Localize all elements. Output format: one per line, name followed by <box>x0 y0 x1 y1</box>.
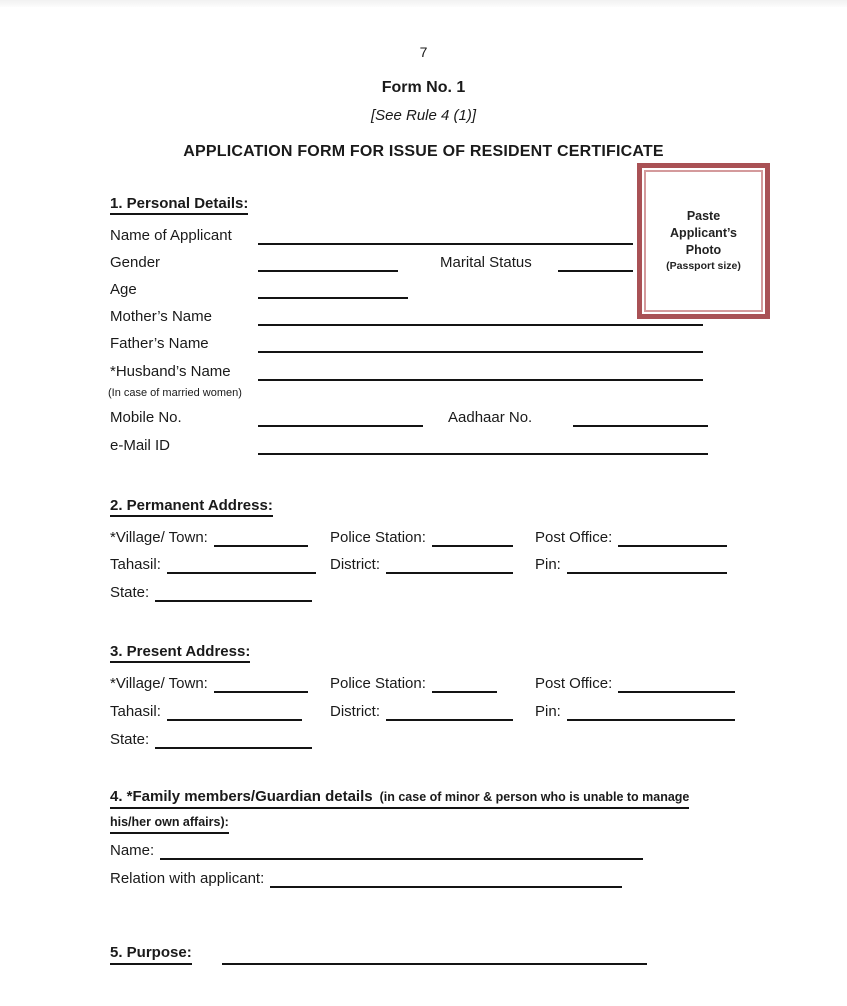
applicant-name-line[interactable] <box>258 227 633 245</box>
row-perm-3 <box>110 582 312 602</box>
row-age <box>110 279 408 299</box>
purpose-line[interactable] <box>222 947 647 965</box>
pres-tahasil-line[interactable] <box>167 703 302 721</box>
photo-paste-box <box>637 163 770 319</box>
row-perm-2 <box>110 554 747 574</box>
perm-pin-label: Pin: <box>535 556 561 573</box>
row-pres-3 <box>110 729 312 749</box>
gender-label: Gender <box>110 254 161 271</box>
email-line[interactable] <box>258 437 708 455</box>
row-mother-name <box>110 306 703 326</box>
rule-reference: [See Rule 4 (1)] <box>370 107 477 124</box>
perm-tahasil-line[interactable] <box>167 556 316 574</box>
page-top-edge <box>0 0 847 7</box>
pres-district-label: District: <box>330 703 380 720</box>
pres-police-label: Police Station: <box>330 675 426 692</box>
photo-box-line2: Applicant’s <box>670 226 737 240</box>
mobile-label: Mobile No. <box>110 409 182 426</box>
perm-pin-line[interactable] <box>567 556 727 574</box>
row-email <box>110 435 708 455</box>
perm-tahasil-label: Tahasil: <box>110 556 161 573</box>
mobile-line[interactable] <box>258 409 423 427</box>
family-heading-note2: his/her own affairs): <box>110 815 229 829</box>
aadhaar-label: Aadhaar No. <box>448 409 533 426</box>
email-label: e-Mail ID <box>110 437 171 454</box>
row-father-name <box>110 333 703 353</box>
marital-status-label: Marital Status <box>440 254 532 271</box>
pres-village-label: *Village/ Town: <box>110 675 208 692</box>
mother-name-label: Mother’s Name <box>110 308 212 325</box>
husband-name-label: *Husband’s Name <box>110 363 231 380</box>
page-number: 7 <box>419 44 428 60</box>
row-pres-2 <box>110 701 755 721</box>
photo-box-line3: Photo <box>685 243 722 257</box>
pres-state-line[interactable] <box>155 731 312 749</box>
form-number-heading: Form No. 1 <box>381 79 466 96</box>
perm-state-label: State: <box>110 584 150 601</box>
gender-line[interactable] <box>258 254 398 272</box>
aadhaar-line[interactable] <box>573 409 708 427</box>
father-name-label: Father’s Name <box>110 335 209 352</box>
pres-police-line[interactable] <box>432 675 497 693</box>
father-name-line[interactable] <box>258 335 703 353</box>
pres-tahasil-label: Tahasil: <box>110 703 161 720</box>
row-pres-1 <box>110 673 755 693</box>
section-family-heading-line2 <box>110 813 229 834</box>
marital-status-line[interactable] <box>558 254 633 272</box>
family-relation-line[interactable] <box>270 870 622 888</box>
row-perm-1 <box>110 527 747 547</box>
perm-village-label: *Village/ Town: <box>110 529 208 546</box>
husband-name-line[interactable] <box>258 363 703 381</box>
mother-name-line[interactable] <box>258 308 703 326</box>
row-husband-name <box>110 361 703 381</box>
row-family-name <box>110 840 643 860</box>
pres-pin-line[interactable] <box>567 703 735 721</box>
perm-district-label: District: <box>330 556 380 573</box>
perm-police-label: Police Station: <box>330 529 426 546</box>
row-family-relation <box>110 868 622 888</box>
perm-state-line[interactable] <box>155 584 312 602</box>
section-family-heading-line1 <box>110 788 689 809</box>
family-name-label: Name: <box>110 842 155 859</box>
family-heading-main: 4. *Family members/Guardian details <box>110 788 373 805</box>
family-heading-note: (in case of minor & person who is unable to manage <box>379 790 690 804</box>
row-purpose <box>110 945 647 965</box>
pres-district-line[interactable] <box>386 703 513 721</box>
pres-post-line[interactable] <box>618 675 735 693</box>
row-gender-marital <box>110 252 633 272</box>
photo-paste-box-inner <box>644 170 763 312</box>
section-present-heading: 3. Present Address: <box>110 643 250 663</box>
photo-box-line1: Paste <box>686 209 721 223</box>
husband-name-note: (In case of married women) <box>108 387 242 399</box>
row-mobile-aadhaar <box>110 407 708 427</box>
row-applicant-name <box>110 225 633 245</box>
section-permanent-heading: 2. Permanent Address: <box>110 497 273 517</box>
pres-pin-label: Pin: <box>535 703 561 720</box>
perm-district-line[interactable] <box>386 556 513 574</box>
family-relation-label: Relation with applicant: <box>110 870 265 887</box>
photo-box-line4: (Passport size) <box>666 260 741 272</box>
family-name-line[interactable] <box>160 842 643 860</box>
perm-post-label: Post Office: <box>535 529 613 546</box>
perm-police-line[interactable] <box>432 529 513 547</box>
pres-post-label: Post Office: <box>535 675 613 692</box>
perm-post-line[interactable] <box>618 529 727 547</box>
perm-village-line[interactable] <box>214 529 308 547</box>
pres-village-line[interactable] <box>214 675 308 693</box>
section-purpose-heading: 5. Purpose: <box>110 943 192 965</box>
pres-state-label: State: <box>110 731 150 748</box>
section-personal-heading: 1. Personal Details: <box>110 195 248 215</box>
form-title: APPLICATION FORM FOR ISSUE OF RESIDENT CERTIFICATE <box>183 143 664 160</box>
applicant-name-label: Name of Applicant <box>110 227 232 244</box>
age-label: Age <box>110 281 137 298</box>
age-line[interactable] <box>258 281 408 299</box>
